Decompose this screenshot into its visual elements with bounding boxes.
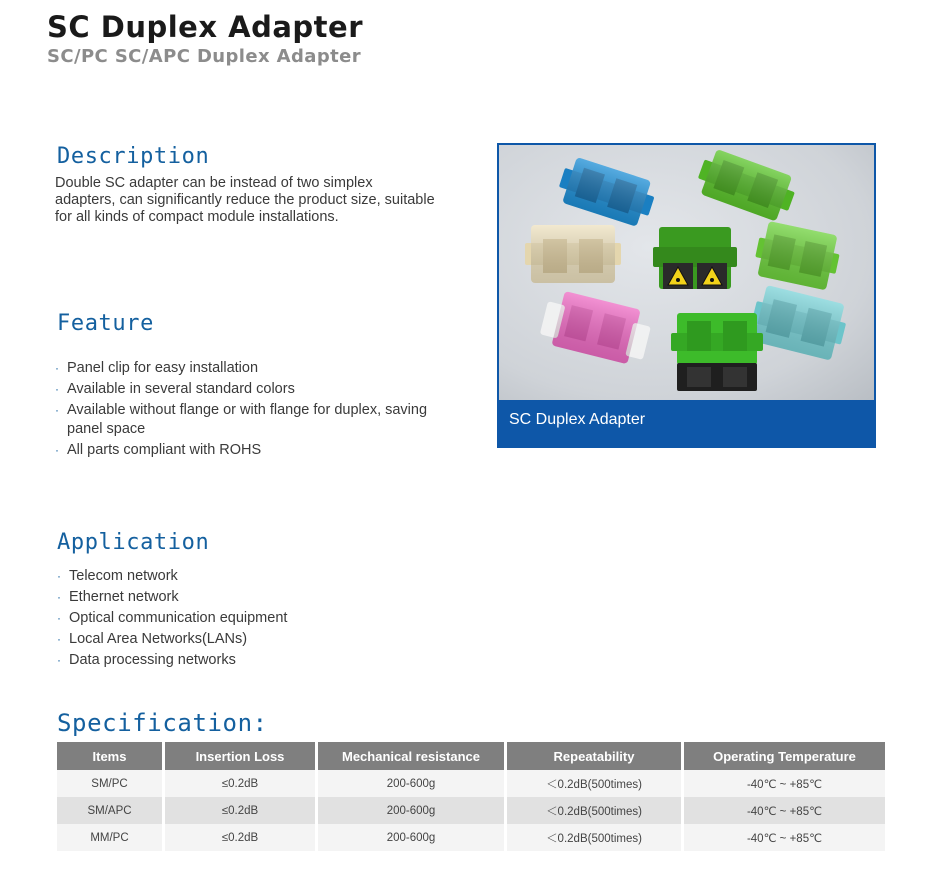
column-header-mechanical-resistance: Mechanical resistance — [318, 742, 507, 770]
page-title: SC Duplex Adapter — [47, 10, 364, 44]
table-cell: ≤0.2dB — [165, 824, 318, 851]
column-header-operating-temperature: Operating Temperature — [684, 742, 885, 770]
column-header-items: Items — [57, 742, 165, 770]
table-cell: 200-600g — [318, 770, 507, 797]
feature-item: · Available without flange or with flange for duplex, saving panel space — [55, 402, 428, 437]
blue-adapter-icon — [555, 155, 659, 230]
green-black-adapter-icon — [671, 313, 763, 391]
table-cell: ≤0.2dB — [165, 770, 318, 797]
table-cell: -40℃ ~ +85℃ — [684, 824, 885, 851]
table-cell: ≤0.2dB — [165, 797, 318, 824]
product-photo — [499, 145, 874, 400]
feature-item: · Panel clip for easy installation — [55, 360, 259, 376]
specification-table — [57, 742, 885, 851]
feature-item: · Available in several standard colors — [55, 381, 295, 397]
column-header-repeatability: Repeatability — [507, 742, 684, 770]
table-cell: 200-600g — [318, 797, 507, 824]
table-row — [57, 770, 885, 797]
application-item: · Data processing networks — [57, 650, 457, 671]
bullet-icon: · — [57, 569, 61, 583]
aqua-adapter-icon — [747, 284, 850, 363]
table-cell: -40℃ ~ +85℃ — [684, 797, 885, 824]
table-cell: ＜0.2dB(500times) — [507, 824, 684, 851]
application-list — [57, 566, 457, 671]
bullet-icon: · — [57, 653, 61, 667]
bullet-icon: · — [57, 611, 61, 625]
pink-adapter-icon — [538, 288, 654, 368]
table-cell: ＜0.2dB(500times) — [507, 797, 684, 824]
table-cell: SM/PC — [57, 770, 165, 797]
feature-list — [55, 359, 455, 462]
adapters-illustration — [499, 145, 874, 400]
table-cell: MM/PC — [57, 824, 165, 851]
description-heading: Description — [57, 144, 210, 169]
page-subtitle: SC/PC SC/APC Duplex Adapter — [47, 46, 361, 67]
beige-adapter-icon — [525, 225, 621, 283]
table-header-row — [57, 742, 885, 770]
column-header-insertion-loss: Insertion Loss — [165, 742, 318, 770]
lime-adapter-icon — [751, 220, 843, 292]
specification-heading: Specification: — [57, 709, 268, 737]
table-cell: -40℃ ~ +85℃ — [684, 770, 885, 797]
feature-heading: Feature — [57, 311, 154, 336]
table-row — [57, 824, 885, 851]
application-item: · Ethernet network — [57, 587, 457, 608]
application-item: · Local Area Networks(LANs) — [57, 629, 457, 650]
bullet-icon: · — [57, 632, 61, 646]
photo-caption: SC Duplex Adapter — [509, 411, 646, 428]
green-adapter-icon — [693, 146, 800, 224]
table-cell: 200-600g — [318, 824, 507, 851]
table-cell: SM/APC — [57, 797, 165, 824]
bullet-icon: · — [55, 382, 59, 396]
description-text: Double SC adapter can be instead of two simplex adapters, can significantly reduce the product size, suitable for all kinds of compact module installations. — [55, 175, 435, 225]
bullet-icon: · — [55, 361, 59, 375]
application-item: · Optical communication equipment — [57, 608, 457, 629]
table-row — [57, 797, 885, 824]
product-photo-card — [497, 143, 876, 448]
feature-item: · All parts compliant with ROHS — [55, 442, 262, 458]
bullet-icon: · — [55, 403, 59, 417]
bullet-icon: · — [57, 590, 61, 604]
bullet-icon: · — [55, 443, 59, 457]
table-cell: ＜0.2dB(500times) — [507, 770, 684, 797]
laser-warning-adapter-icon — [653, 227, 737, 289]
application-item: · Telecom network — [57, 566, 457, 587]
application-heading: Application — [57, 530, 210, 555]
